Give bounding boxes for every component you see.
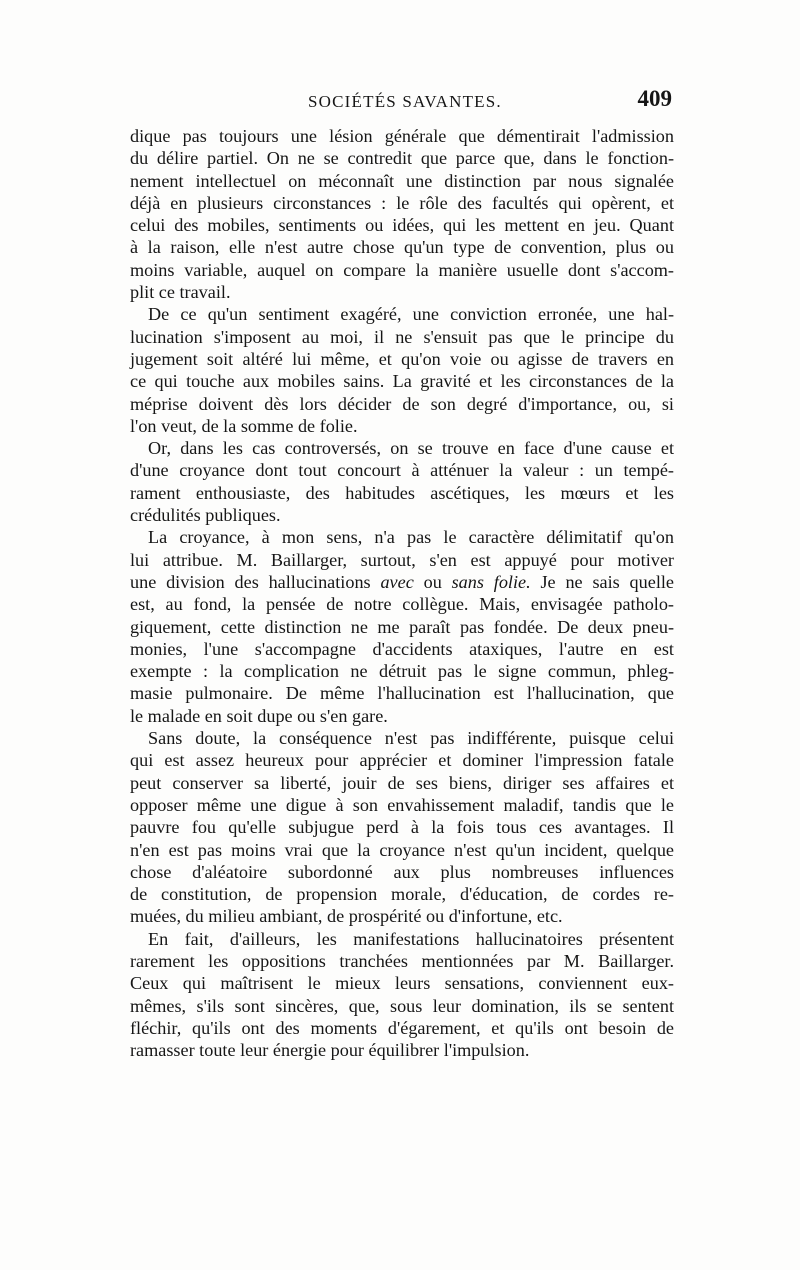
text-line: l'on veut, de la somme de folie. <box>130 415 358 436</box>
text-line-mixed <box>130 571 674 593</box>
text-line: du délire partiel. On ne se contredit que parce que, dans le fonction- <box>130 148 674 169</box>
text-line: crédulités publiques. <box>130 505 281 526</box>
text-line: fléchir, qu'ils ont des moments d'égarement, et qu'ils ont besoin de <box>130 1017 674 1038</box>
text-segment: Je ne sais quelle <box>540 571 674 592</box>
text-line: le malade en soit dupe ou s'en gare. <box>130 705 388 726</box>
running-head <box>132 86 672 116</box>
text-line: méprise doivent dès lors décider de son degré d'importance, ou, si <box>130 393 674 414</box>
italic-term: sans folie. <box>451 571 531 592</box>
text-line: lucination s'imposent au moi, il ne s'ensuit pas que le principe du <box>130 326 674 347</box>
text-line: peut conserver sa liberté, jouir de ses biens, diriger ses affaires et <box>130 772 674 793</box>
italic-term: avec <box>380 571 414 592</box>
text-line: muées, du milieu ambiant, de prospérité ou d'infortune, etc. <box>130 906 563 927</box>
text-line: mêmes, s'ils sont sincères, que, sous leur domination, ils se sentent <box>130 995 674 1016</box>
text-line: moins variable, auquel on compare la manière usuelle dont s'accom- <box>130 259 674 280</box>
text-line: Or, dans les cas controversés, on se trouve en face d'une cause et <box>148 438 674 459</box>
running-title: SOCIÉTÉS SAVANTES. <box>308 92 502 111</box>
text-line: Ceux qui maîtrisent le mieux leurs sensations, conviennent eux- <box>130 973 674 994</box>
text-line: plit ce travail. <box>130 282 231 303</box>
text-line: En fait, d'ailleurs, les manifestations hallucinatoires présentent <box>148 928 674 949</box>
text-line: d'une croyance dont tout concourt à atténuer la valeur : un tempé- <box>130 460 674 481</box>
text-line: de constitution, de propension morale, d'éducation, de cordes re- <box>130 884 674 905</box>
text-line: ramasser toute leur énergie pour équilibrer l'impulsion. <box>130 1040 530 1061</box>
text-line: rarement les oppositions tranchées mentionnées par M. Baillarger. <box>130 950 674 971</box>
text-line: jugement soit altéré lui même, et qu'on voie ou agisse de travers en <box>130 348 674 369</box>
text-line: n'en est pas moins vrai que la croyance n'est qu'un incident, quelque <box>130 839 674 860</box>
text-line: déjà en plusieurs circonstances : le rôle des facultés qui opèrent, et <box>130 192 674 213</box>
text-line: chose d'aléatoire subordonné aux plus nombreuses influences <box>130 861 674 882</box>
text-line: exempte : la complication ne détruit pas le signe commun, phleg- <box>130 661 674 682</box>
text-line: dique pas toujours une lésion générale que démentirait l'admission <box>130 126 674 146</box>
text-line: nement intellectuel on méconnaît une distinction par nous signalée <box>130 170 674 191</box>
text-line: Sans doute, la conséquence n'est pas indifférente, puisque celui <box>148 728 674 749</box>
text-line: De ce qu'un sentiment exagéré, une conviction erronée, une hal- <box>148 304 674 325</box>
text-line: rament enthousiaste, des habitudes ascétiques, les mœurs et les <box>130 482 674 503</box>
text-line: celui des mobiles, sentiments ou idées, qui les mettent en jeu. Quant <box>130 215 674 236</box>
text-line: pauvre fou qu'elle subjugue perd à la fois tous ces avantages. Il <box>130 817 674 838</box>
text-line: monies, l'une s'accompagne d'accidents ataxiques, l'autre en est <box>130 638 674 659</box>
text-segment: une division des hallucinations <box>130 571 371 592</box>
text-line: à la raison, elle n'est autre chose qu'un type de convention, plus ou <box>130 237 674 258</box>
text-line: qui est assez heureux pour apprécier et dominer l'impression fatale <box>130 750 674 771</box>
text-line: La croyance, à mon sens, n'a pas le caractère délimitatif qu'on <box>148 527 674 548</box>
body-text <box>130 125 674 1061</box>
text-line: lui attribue. M. Baillarger, surtout, s'en est appuyé pour motiver <box>130 549 674 570</box>
text-line: ce qui touche aux mobiles sains. La gravité et les circonstances de la <box>130 371 674 392</box>
text-line: masie pulmonaire. De même l'hallucination est l'hallucination, que <box>130 683 674 704</box>
text-line: giquement, cette distinction ne me paraît pas fondée. De deux pneu- <box>130 616 674 637</box>
text-line: est, au fond, la pensée de notre collègue. Mais, envisagée patholo- <box>130 594 674 615</box>
text-line: opposer même une digue à son envahissement maladif, tandis que le <box>130 794 674 815</box>
text-segment: ou <box>423 571 442 592</box>
page-number: 409 <box>637 86 672 111</box>
